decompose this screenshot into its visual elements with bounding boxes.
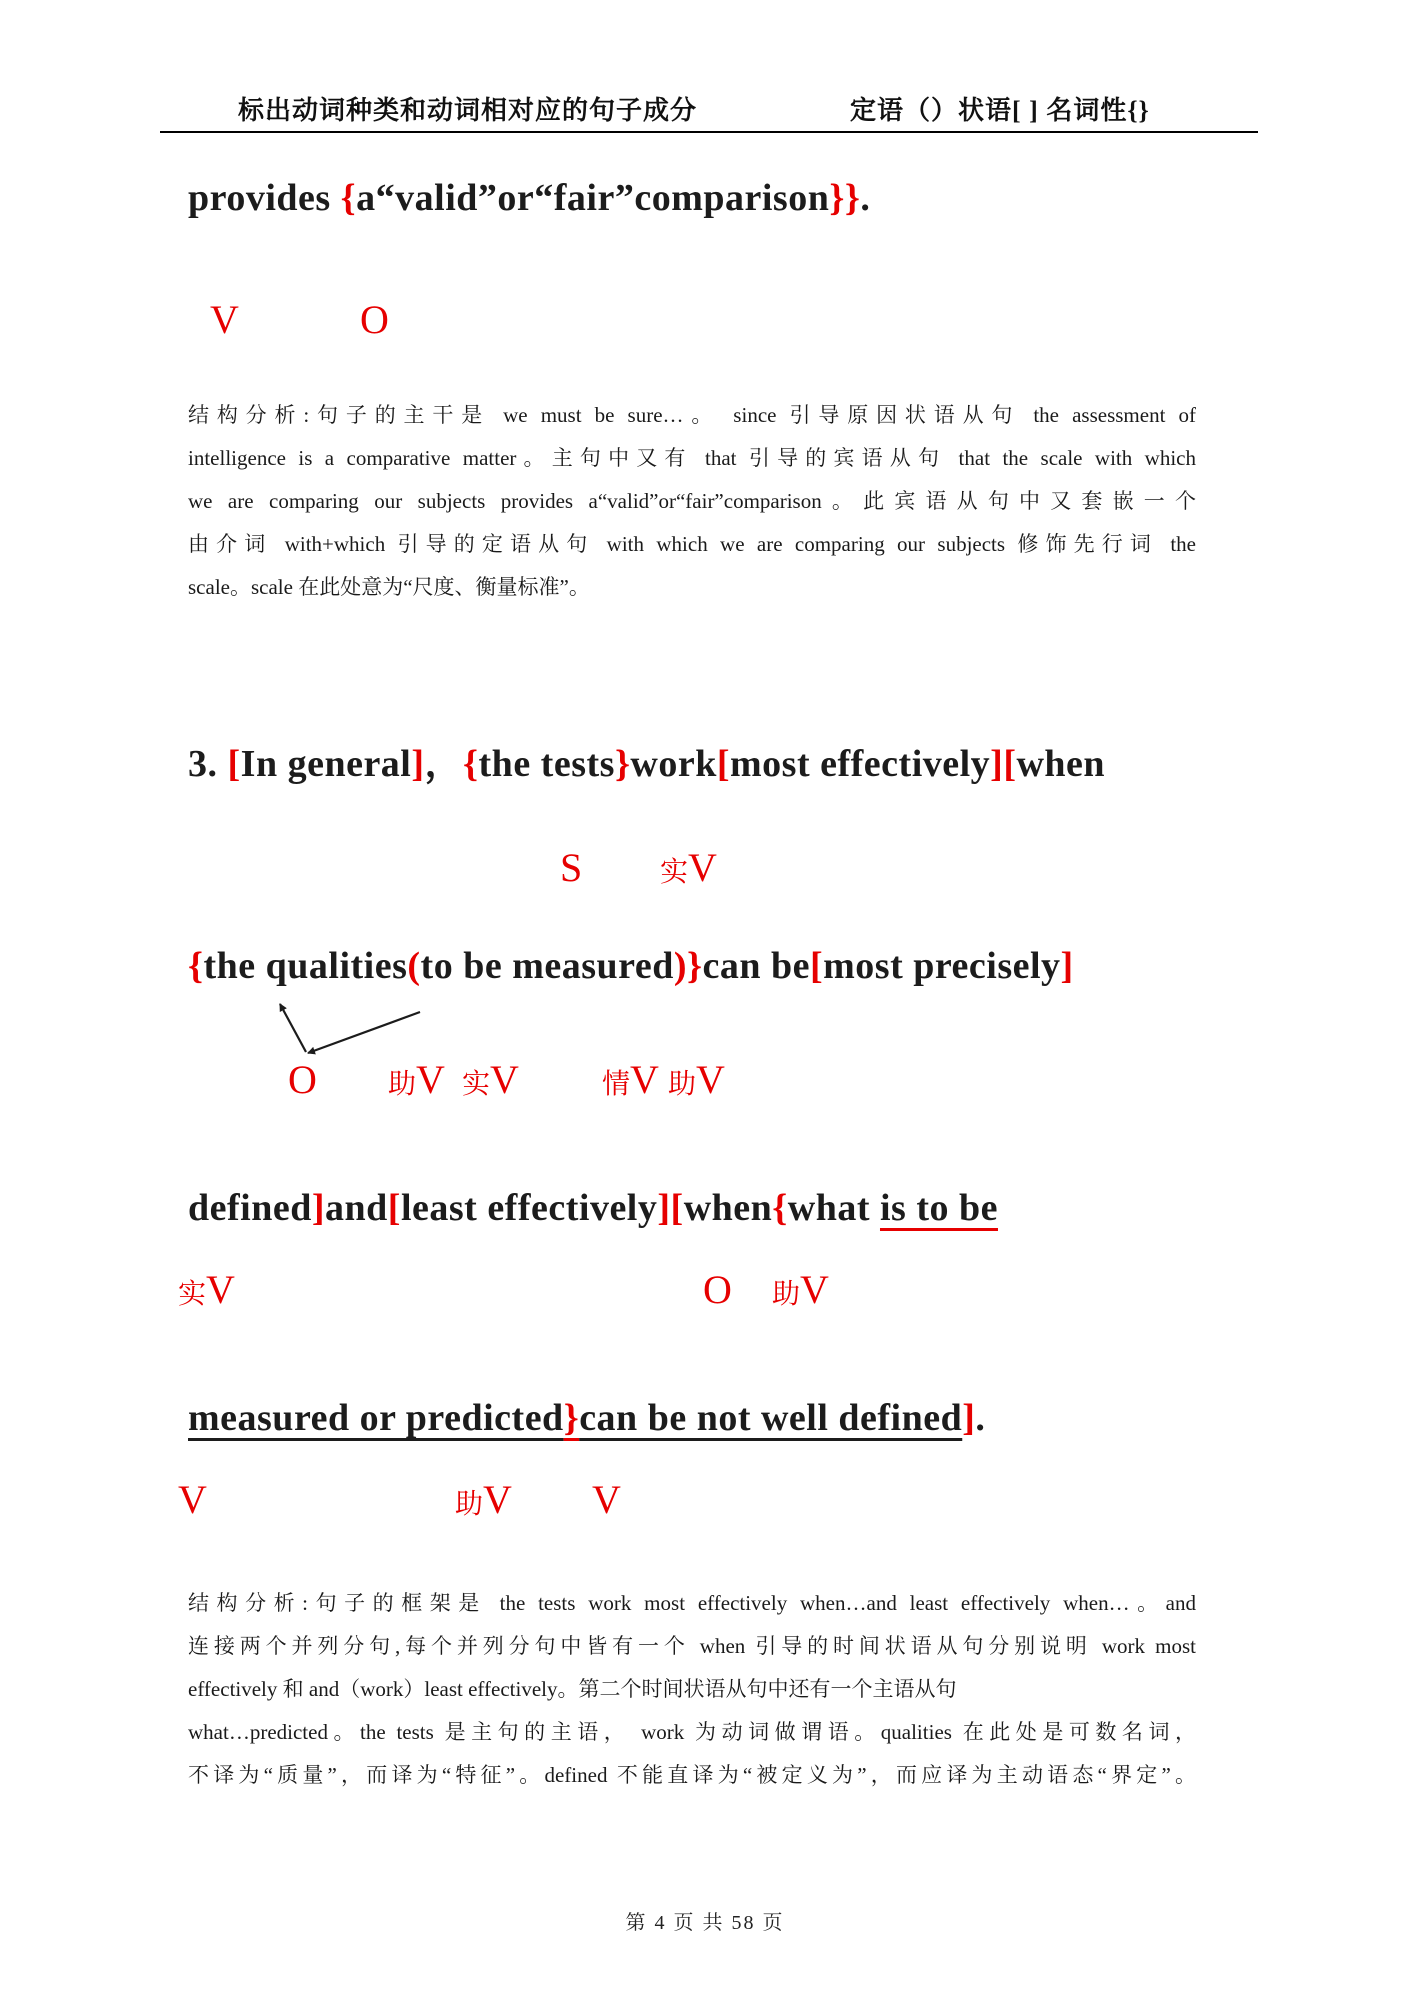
text-run: when bbox=[683, 1187, 773, 1229]
analysis-line: effectively 和 and（work）least effectively。第二个时间状语从句中还有一个主语从句 bbox=[188, 1677, 957, 1701]
grammar-label-aux-verb bbox=[772, 1267, 829, 1312]
verb-letter: V bbox=[490, 1057, 519, 1102]
text-run: ( bbox=[407, 945, 421, 987]
text-run: ] bbox=[962, 1397, 976, 1439]
verb-letter: V bbox=[483, 1477, 512, 1522]
grammar-label-verb: V bbox=[178, 1477, 207, 1522]
text-run: when bbox=[1016, 743, 1106, 785]
analysis-line: 由介词 with+which 引导的定语从句 with which we are comparing our subjects 修饰先行词 the bbox=[188, 532, 1196, 556]
verb-letter: V bbox=[630, 1057, 659, 1102]
text-run: can be bbox=[702, 945, 810, 987]
grammar-label-aux-verb bbox=[668, 1057, 725, 1102]
text-run: [ bbox=[387, 1187, 401, 1229]
verb-type-prefix: 实 bbox=[660, 857, 689, 888]
sentence3-line1 bbox=[188, 732, 1105, 787]
verb-letter: V bbox=[800, 1267, 829, 1312]
text-run: can be not well defined bbox=[579, 1397, 963, 1439]
text-run: ] bbox=[1060, 945, 1074, 987]
analysis-line: what…predicted。the tests 是主句的主语， work 为动词做谓语。qualities 在此处是可数名词， bbox=[188, 1720, 1196, 1744]
verb-type-prefix: 助 bbox=[388, 1069, 417, 1100]
text-run: [ bbox=[716, 743, 731, 785]
verb-type-prefix: 实 bbox=[462, 1069, 491, 1100]
grammar-label-object: O bbox=[288, 1057, 317, 1102]
analysis-line: 结构分析:句子的主干是 we must be sure…。 since 引导原因状语从句 the assessment of bbox=[188, 403, 1196, 427]
header-legend: 定语（）状语[ ] 名词性{} bbox=[850, 96, 1150, 125]
page-number: 第 4 页 共 58 页 bbox=[625, 1912, 785, 1934]
verb-type-prefix: 实 bbox=[178, 1279, 207, 1310]
text-run: { bbox=[340, 177, 357, 219]
sentence3-line4 bbox=[188, 1396, 985, 1440]
text-run: a“valid”or“fair”comparison bbox=[356, 177, 830, 219]
text-run: { bbox=[188, 945, 204, 987]
text-run: what bbox=[787, 1187, 880, 1229]
verb-letter: V bbox=[688, 845, 717, 890]
text-run: to be measured bbox=[420, 945, 674, 987]
text-run: most effectively bbox=[730, 743, 991, 785]
analysis-line: scale。scale 在此处意为“尺度、衡量标准”。 bbox=[188, 575, 590, 599]
text-run: ] bbox=[411, 743, 425, 785]
text-run: the qualities bbox=[203, 945, 408, 987]
text-run: 3. bbox=[188, 743, 228, 785]
grammar-label-verb: V bbox=[592, 1477, 621, 1522]
grammar-label-notional-verb bbox=[660, 845, 717, 890]
analysis-line: 不译为“质量”，而译为“特征”。defined 不能直译为“被定义为”，而应译为主动语态“界定”。 bbox=[188, 1763, 1196, 1787]
text-run: )} bbox=[673, 945, 703, 987]
text-run: ， bbox=[424, 743, 464, 785]
text-run: [ bbox=[227, 743, 241, 785]
verb-type-prefix: 助 bbox=[668, 1069, 697, 1100]
text-run: least effectively bbox=[400, 1187, 658, 1229]
text-run: defined bbox=[188, 1187, 312, 1229]
text-run: . bbox=[975, 1397, 986, 1439]
grammar-label-aux-verb bbox=[388, 1057, 445, 1102]
text-run: { bbox=[772, 1187, 788, 1229]
text-run: } bbox=[614, 743, 631, 785]
analysis-line: 结构分析:句子的框架是 the tests work most effectively when…and least effectively when…。and bbox=[188, 1591, 1196, 1615]
verb-type-prefix: 助 bbox=[455, 1489, 484, 1520]
text-run: { bbox=[463, 743, 479, 785]
sentence2-tail bbox=[188, 176, 870, 220]
text-run: [ bbox=[809, 945, 824, 987]
verb-letter: V bbox=[696, 1057, 725, 1102]
text-run: work bbox=[630, 743, 717, 785]
grammar-label-aux-verb bbox=[455, 1477, 512, 1522]
sentence3-line2 bbox=[188, 944, 1074, 988]
grammar-label-object: O bbox=[703, 1267, 732, 1312]
verb-type-prefix: 助 bbox=[772, 1279, 801, 1310]
analysis-line: we are comparing our subjects provides a“valid”or“fair”comparison。此宾语从句中又套嵌一个 bbox=[188, 489, 1196, 513]
text-run: } bbox=[563, 1397, 580, 1439]
text-run: the tests bbox=[478, 743, 615, 785]
text-run: ][ bbox=[657, 1187, 684, 1229]
header-rule bbox=[160, 131, 1258, 133]
text-run: . bbox=[860, 177, 871, 219]
text-run: is to be bbox=[879, 1187, 998, 1229]
verb-letter: V bbox=[206, 1267, 235, 1312]
connector-arrows bbox=[250, 992, 440, 1066]
analysis-paragraph-2 bbox=[188, 1582, 1196, 1797]
analysis-line: intelligence is a comparative matter。主句中又有 that 引导的宾语从句 that the scale with which bbox=[188, 446, 1196, 470]
analysis-paragraph-1 bbox=[188, 394, 1196, 609]
sentence3-line3 bbox=[188, 1186, 998, 1230]
grammar-label-verb: V bbox=[210, 297, 239, 342]
grammar-label-notional-verb bbox=[462, 1057, 519, 1102]
text-run: most precisely bbox=[823, 945, 1061, 987]
text-run: ] bbox=[311, 1187, 326, 1229]
text-run: In general bbox=[240, 743, 412, 785]
header-left-title: 标出动词种类和动词相对应的句子成分 bbox=[238, 96, 698, 125]
verb-letter: V bbox=[416, 1057, 445, 1102]
text-run: ][ bbox=[990, 743, 1017, 785]
text-run: measured or predicted bbox=[188, 1397, 564, 1439]
verb-type-prefix: 情 bbox=[602, 1069, 631, 1100]
text-run: and bbox=[325, 1187, 388, 1229]
grammar-label-notional-verb bbox=[178, 1267, 235, 1312]
analysis-line: 连接两个并列分句,每个并列分句中皆有一个 when 引导的时间状语从句分别说明 work most bbox=[188, 1634, 1196, 1658]
text-run: }} bbox=[829, 177, 861, 219]
text-run: provides bbox=[188, 177, 341, 219]
grammar-label-object: O bbox=[360, 297, 389, 342]
grammar-label-modal-verb bbox=[602, 1057, 659, 1102]
grammar-label-subject: S bbox=[560, 845, 583, 890]
